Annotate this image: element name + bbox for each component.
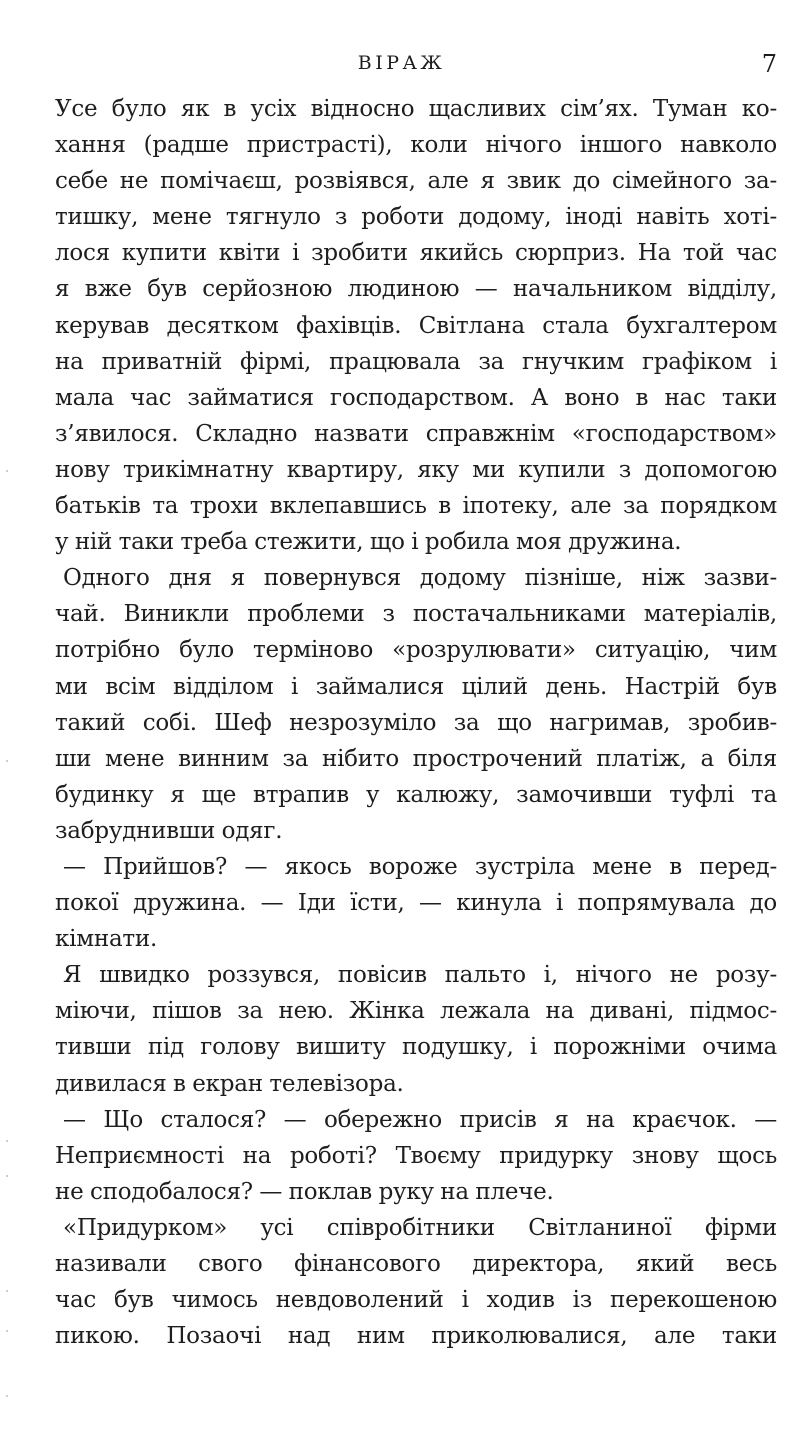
text-line: ми всім відділом і займалися цілий день. Настрій був	[55, 673, 777, 700]
text-line: я вже був серйозною людиною — начальником відділу,	[55, 276, 777, 303]
text-line: хання (радше пристрасті), коли нічого іншого навколо	[55, 132, 777, 159]
scan-speck	[6, 1175, 8, 1177]
text-line: міючи, пішов за нею. Жінка лежала на дивані, підмос-	[55, 998, 777, 1025]
text-line: лося купити квіти і зробити якийсь сюрприз. На той час	[55, 240, 777, 267]
text-line: Я швидко роззувся, повісив пальто і, нічого не розу-	[63, 962, 777, 989]
text-line: час був чимось невдоволений і ходив із перекошеною	[55, 1287, 777, 1314]
body-text	[55, 91, 777, 1354]
text-line: з’явилося. Складно назвати справжнім «господарством»	[55, 420, 777, 447]
text-line: тивши під голову вишиту подушку, і порожніми очима	[55, 1034, 777, 1061]
text-line: такий собі. Шеф незрозуміло за що нагримав, зробив-	[55, 709, 777, 736]
page-number: 7	[761, 50, 777, 78]
text-line: пикою. Позаочі над ним приколювалися, але таки	[55, 1323, 777, 1350]
text-line: кімнати.	[55, 926, 158, 953]
text-line: батьків та трохи вклепавшись в іпотеку, але за порядком	[55, 493, 777, 520]
text-line: мала час займатися господарством. А воно в нас таки	[55, 384, 777, 411]
running-title: ВІРАЖ	[357, 52, 446, 74]
text-line: ши мене винним за нібито прострочений платіж, а біля	[55, 745, 777, 772]
text-line: — Що сталося? — обережно присів я на краєчок. —	[63, 1106, 777, 1133]
text-line: у ній таки треба стежити, що і робила моя дружина.	[55, 529, 682, 556]
scan-speck	[6, 1290, 8, 1292]
text-line: керував десятком фахівців. Світлана стала бухгалтером	[55, 312, 777, 339]
running-head	[0, 50, 803, 80]
text-line: називали свого фінансового директора, який весь	[55, 1251, 777, 1277]
text-line: — Прийшов? — якось вороже зустріла мене в перед-	[63, 853, 777, 880]
text-line: себе не помічаєш, розвіявся, але я звик до сімейного за-	[55, 168, 777, 195]
text-line: Одного дня я повернувся додому пізніше, ніж зазви-	[63, 565, 777, 592]
text-line: покої дружина. — Іди їсти, — кинула і попрямувала до	[55, 890, 777, 917]
scan-speck	[6, 1330, 8, 1332]
scan-speck	[6, 470, 8, 472]
text-line: дивилася в екран телевізора.	[55, 1070, 404, 1097]
text-line: потрібно було терміново «розрулювати» ситуацію, чим	[55, 637, 777, 664]
text-line: нову трикімнатну квартиру, яку ми купили з допомогою	[55, 456, 777, 483]
text-line: будинку я ще втрапив у калюжу, замочивши туфлі та	[55, 781, 777, 808]
scan-speck	[6, 1395, 8, 1397]
text-line: чай. Виникли проблеми з постачальниками матеріалів,	[55, 601, 777, 628]
text-line: Усе було як в усіх відносно щасливих сім’ях. Туман ко-	[55, 96, 777, 122]
text-line: забруднивши одяг.	[55, 817, 283, 844]
scan-speck	[6, 760, 8, 762]
text-line: на приватній фірмі, працювала за гнучким графіком і	[55, 348, 777, 375]
text-line: Неприємності на роботі? Твоєму придурку знову щось	[55, 1142, 777, 1169]
text-line: «Придурком» усі співробітники Світланиної фірми	[63, 1214, 777, 1241]
text-line: тишку, мене тягнуло з роботи додому, іноді навіть хоті-	[55, 204, 777, 231]
text-line: не сподобалося? — поклав руку на плече.	[55, 1178, 554, 1205]
scan-speck	[6, 1140, 8, 1142]
